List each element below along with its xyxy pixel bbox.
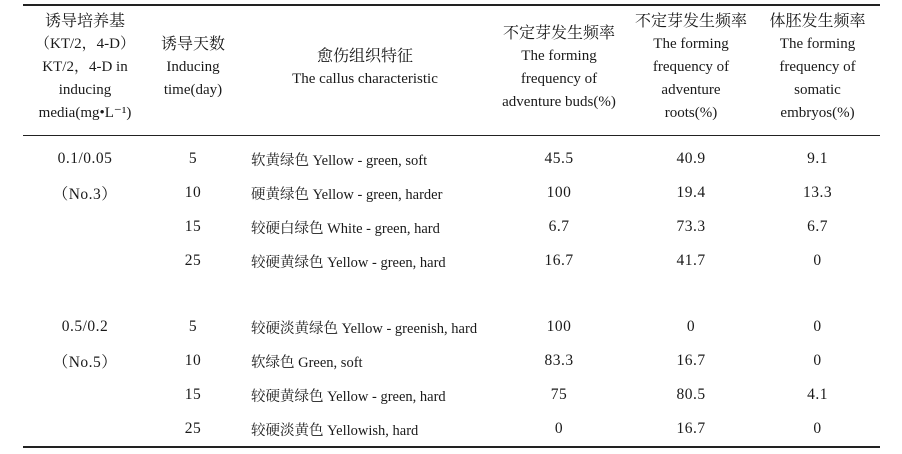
header-inducing-media-en-1: （KT/2，4-D） xyxy=(35,36,135,52)
embryos-cell: 0 xyxy=(813,252,822,269)
header-roots-zh: 不定芽发生频率 xyxy=(634,13,747,30)
header-inducing-media-en-4: media(mg•L⁻¹) xyxy=(38,105,132,121)
embryos-cell: 0 xyxy=(813,318,822,335)
table-row xyxy=(23,378,880,412)
header-adventure-buds xyxy=(491,5,627,136)
medium-value: 0.1/0.05 xyxy=(57,150,113,167)
empty-cell xyxy=(23,244,147,278)
table-row xyxy=(23,136,880,177)
roots-cell: 73.3 xyxy=(676,218,706,235)
embryos-cell: 0 xyxy=(813,352,822,369)
embryos-cell: 13.3 xyxy=(802,184,833,201)
header-embryos-en-3: somatic xyxy=(794,82,841,98)
results-table xyxy=(23,4,880,448)
header-roots-en-4: roots(%) xyxy=(664,105,718,121)
header-callus-en: The callus characteristic xyxy=(292,70,438,87)
medium-label: （No.5） xyxy=(52,354,118,371)
header-inducing-media-zh: 诱导培养基 xyxy=(44,13,125,30)
spacer-cell xyxy=(23,278,880,310)
empty-cell xyxy=(23,378,147,412)
header-embryos-zh: 体胚发生频率 xyxy=(769,13,866,30)
day-cell: 15 xyxy=(184,386,202,403)
callus-trait-cell: 软黄绿色 Yellow - green, soft xyxy=(251,152,428,169)
callus-trait-cell: 硬黄绿色 Yellow - green, harder xyxy=(251,186,443,203)
empty-cell xyxy=(23,210,147,244)
table-row xyxy=(23,310,880,344)
header-somatic-embryos xyxy=(755,5,880,136)
header-roots-en-3: adventure xyxy=(661,82,721,98)
embryos-cell: 4.1 xyxy=(807,386,828,403)
buds-cell: 100 xyxy=(546,184,572,201)
header-callus-zh: 愈伤组织特征 xyxy=(316,47,413,65)
buds-cell: 45.5 xyxy=(544,150,574,167)
header-roots-en-1: The forming xyxy=(653,36,729,52)
header-buds-en-3: adventure buds(%) xyxy=(502,93,616,110)
callus-trait-cell: 软绿色 Green, soft xyxy=(251,354,363,371)
header-inducing-media xyxy=(23,5,147,136)
medium-value: 0.5/0.2 xyxy=(61,318,109,335)
table-row xyxy=(23,210,880,244)
roots-cell: 0 xyxy=(686,318,696,335)
header-buds-zh: 不定芽发生频率 xyxy=(502,24,615,42)
embryos-cell: 0 xyxy=(813,420,822,437)
header-inducing-time-en-1: Inducing xyxy=(166,59,220,75)
medium-label: （No.3） xyxy=(52,186,118,203)
callus-trait-cell: 较硬淡黄绿色 Yellow - greenish, hard xyxy=(251,320,478,337)
callus-trait-cell: 较硬黄绿色 Yellow - green, hard xyxy=(251,388,446,405)
day-cell: 10 xyxy=(184,184,202,201)
header-buds-en-2: frequency of xyxy=(520,70,598,87)
day-cell: 5 xyxy=(188,318,198,335)
header-buds-en-1: The forming xyxy=(521,47,597,64)
buds-cell: 75 xyxy=(550,386,568,403)
roots-cell: 40.9 xyxy=(676,150,706,167)
embryos-cell: 9.1 xyxy=(807,150,828,167)
buds-cell: 16.7 xyxy=(544,252,574,269)
empty-cell xyxy=(23,412,147,447)
table-row xyxy=(23,244,880,278)
header-callus-characteristic xyxy=(239,5,491,136)
table-row xyxy=(23,344,880,378)
callus-trait-cell: 较硬白绿色 White - green, hard xyxy=(251,220,440,237)
roots-cell: 41.7 xyxy=(676,252,706,269)
day-cell: 10 xyxy=(184,352,202,369)
header-adventure-roots xyxy=(627,5,755,136)
header-inducing-media-en-3: inducing xyxy=(58,82,112,98)
group-no5 xyxy=(23,310,880,447)
buds-cell: 100 xyxy=(546,318,572,335)
callus-trait-cell: 较硬淡黄色 Yellowish, hard xyxy=(251,422,419,439)
roots-cell: 80.5 xyxy=(676,386,706,403)
header-inducing-time xyxy=(147,5,239,136)
header-inducing-media-en-2: KT/2，4-D in xyxy=(42,59,128,75)
header-embryos-en-4: embryos(%) xyxy=(780,105,855,121)
header-row xyxy=(23,5,880,136)
header-inducing-time-zh: 诱导天数 xyxy=(160,36,225,53)
day-cell: 25 xyxy=(184,420,202,437)
table-header xyxy=(23,5,880,136)
roots-cell: 19.4 xyxy=(676,184,706,201)
embryos-cell: 6.7 xyxy=(807,218,828,235)
buds-cell: 6.7 xyxy=(548,218,570,235)
group-no3 xyxy=(23,136,880,311)
table-row xyxy=(23,176,880,210)
header-roots-en-2: frequency of xyxy=(652,59,730,75)
group-spacer xyxy=(23,278,880,310)
day-cell: 15 xyxy=(184,218,202,235)
callus-trait-cell: 较硬黄绿色 Yellow - green, hard xyxy=(251,254,446,271)
table-row xyxy=(23,412,880,447)
header-inducing-time-en-2: time(day) xyxy=(163,82,223,98)
roots-cell: 16.7 xyxy=(676,352,706,369)
buds-cell: 0 xyxy=(554,420,564,437)
roots-cell: 16.7 xyxy=(676,420,706,437)
day-cell: 5 xyxy=(188,150,198,167)
day-cell: 25 xyxy=(184,252,202,269)
buds-cell: 83.3 xyxy=(544,352,574,369)
header-embryos-en-2: frequency of xyxy=(779,59,856,75)
header-embryos-en-1: The forming xyxy=(779,36,856,52)
